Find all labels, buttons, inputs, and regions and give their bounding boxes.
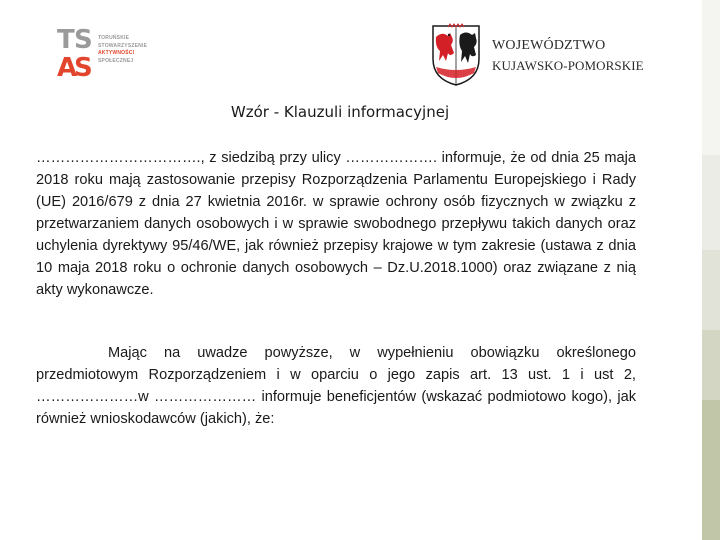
side-bar-segment [702, 250, 720, 330]
side-bar-segment [702, 0, 720, 155]
tsas-line: AKTYWNOŚCI [98, 50, 135, 56]
paragraph: ……………………………., z siedzibą przy ulicy ………………. informuje, że od dnia 25 maja 2018 roku mają zastosowanie przepisy Rozporządzenia Parlamentu Europejskiego i Rady (UE) 2016/679 z dnia 27 kwietnia 2016r. w sprawie ochrony osób fizycznych w związku z przetwarzaniem danych osobowych i w sprawie swobodnego przepływu takich danych oraz uchylenia dyrektywy 95/46/WE, jak również przepisy krajowe w tym zakresie (ustawa z dnia 10 maja 2018 roku o ochronie danych osobowych – Dz.U.2018.1000) oraz związane z nią akty wykonawcze. [36, 150, 636, 298]
tsas-logo [55, 24, 175, 82]
tsas-mark-letter: S [74, 25, 93, 55]
paragraph-text: Mając na uwadze powyższe, w wypełnieniu obowiązku określonego przedmiotowym Rozporządzeniem i w oparciu o jego zapis art. 13 ust. 1 i ust 2, …………………w ………………… informuje beneficjentów (wskazać podmiotowo kogo), jak również wnioskodawców (jakich), że: [36, 345, 636, 427]
side-bar-segment [702, 155, 720, 250]
side-bar-segment [702, 330, 720, 400]
kujawsko-pomorskie-logo [428, 19, 648, 91]
tsas-name-lines [98, 35, 178, 65]
paragraph [36, 342, 636, 430]
document-title-text: Wzór - Klauzuli informacyjnej [230, 103, 450, 121]
tsas-line: SPOŁECZNEJ [98, 57, 134, 64]
kp-logo-line: KUJAWSKO-POMORSKIE [492, 58, 644, 73]
document-title [0, 103, 680, 121]
side-bar-segment [702, 400, 720, 540]
tsas-mark-letter: T [57, 25, 75, 55]
tsas-mark-letter: S [74, 53, 93, 82]
tsas-mark-letter: A [57, 53, 78, 82]
tsas-letter-mark [55, 24, 99, 82]
tsas-line: STOWARZYSZENIE [98, 42, 148, 49]
kp-logo-line: WOJEWÓDZTWO [492, 38, 606, 53]
tsas-line: TORUŃSKIE [98, 35, 130, 41]
coat-of-arms-icon [430, 23, 482, 87]
